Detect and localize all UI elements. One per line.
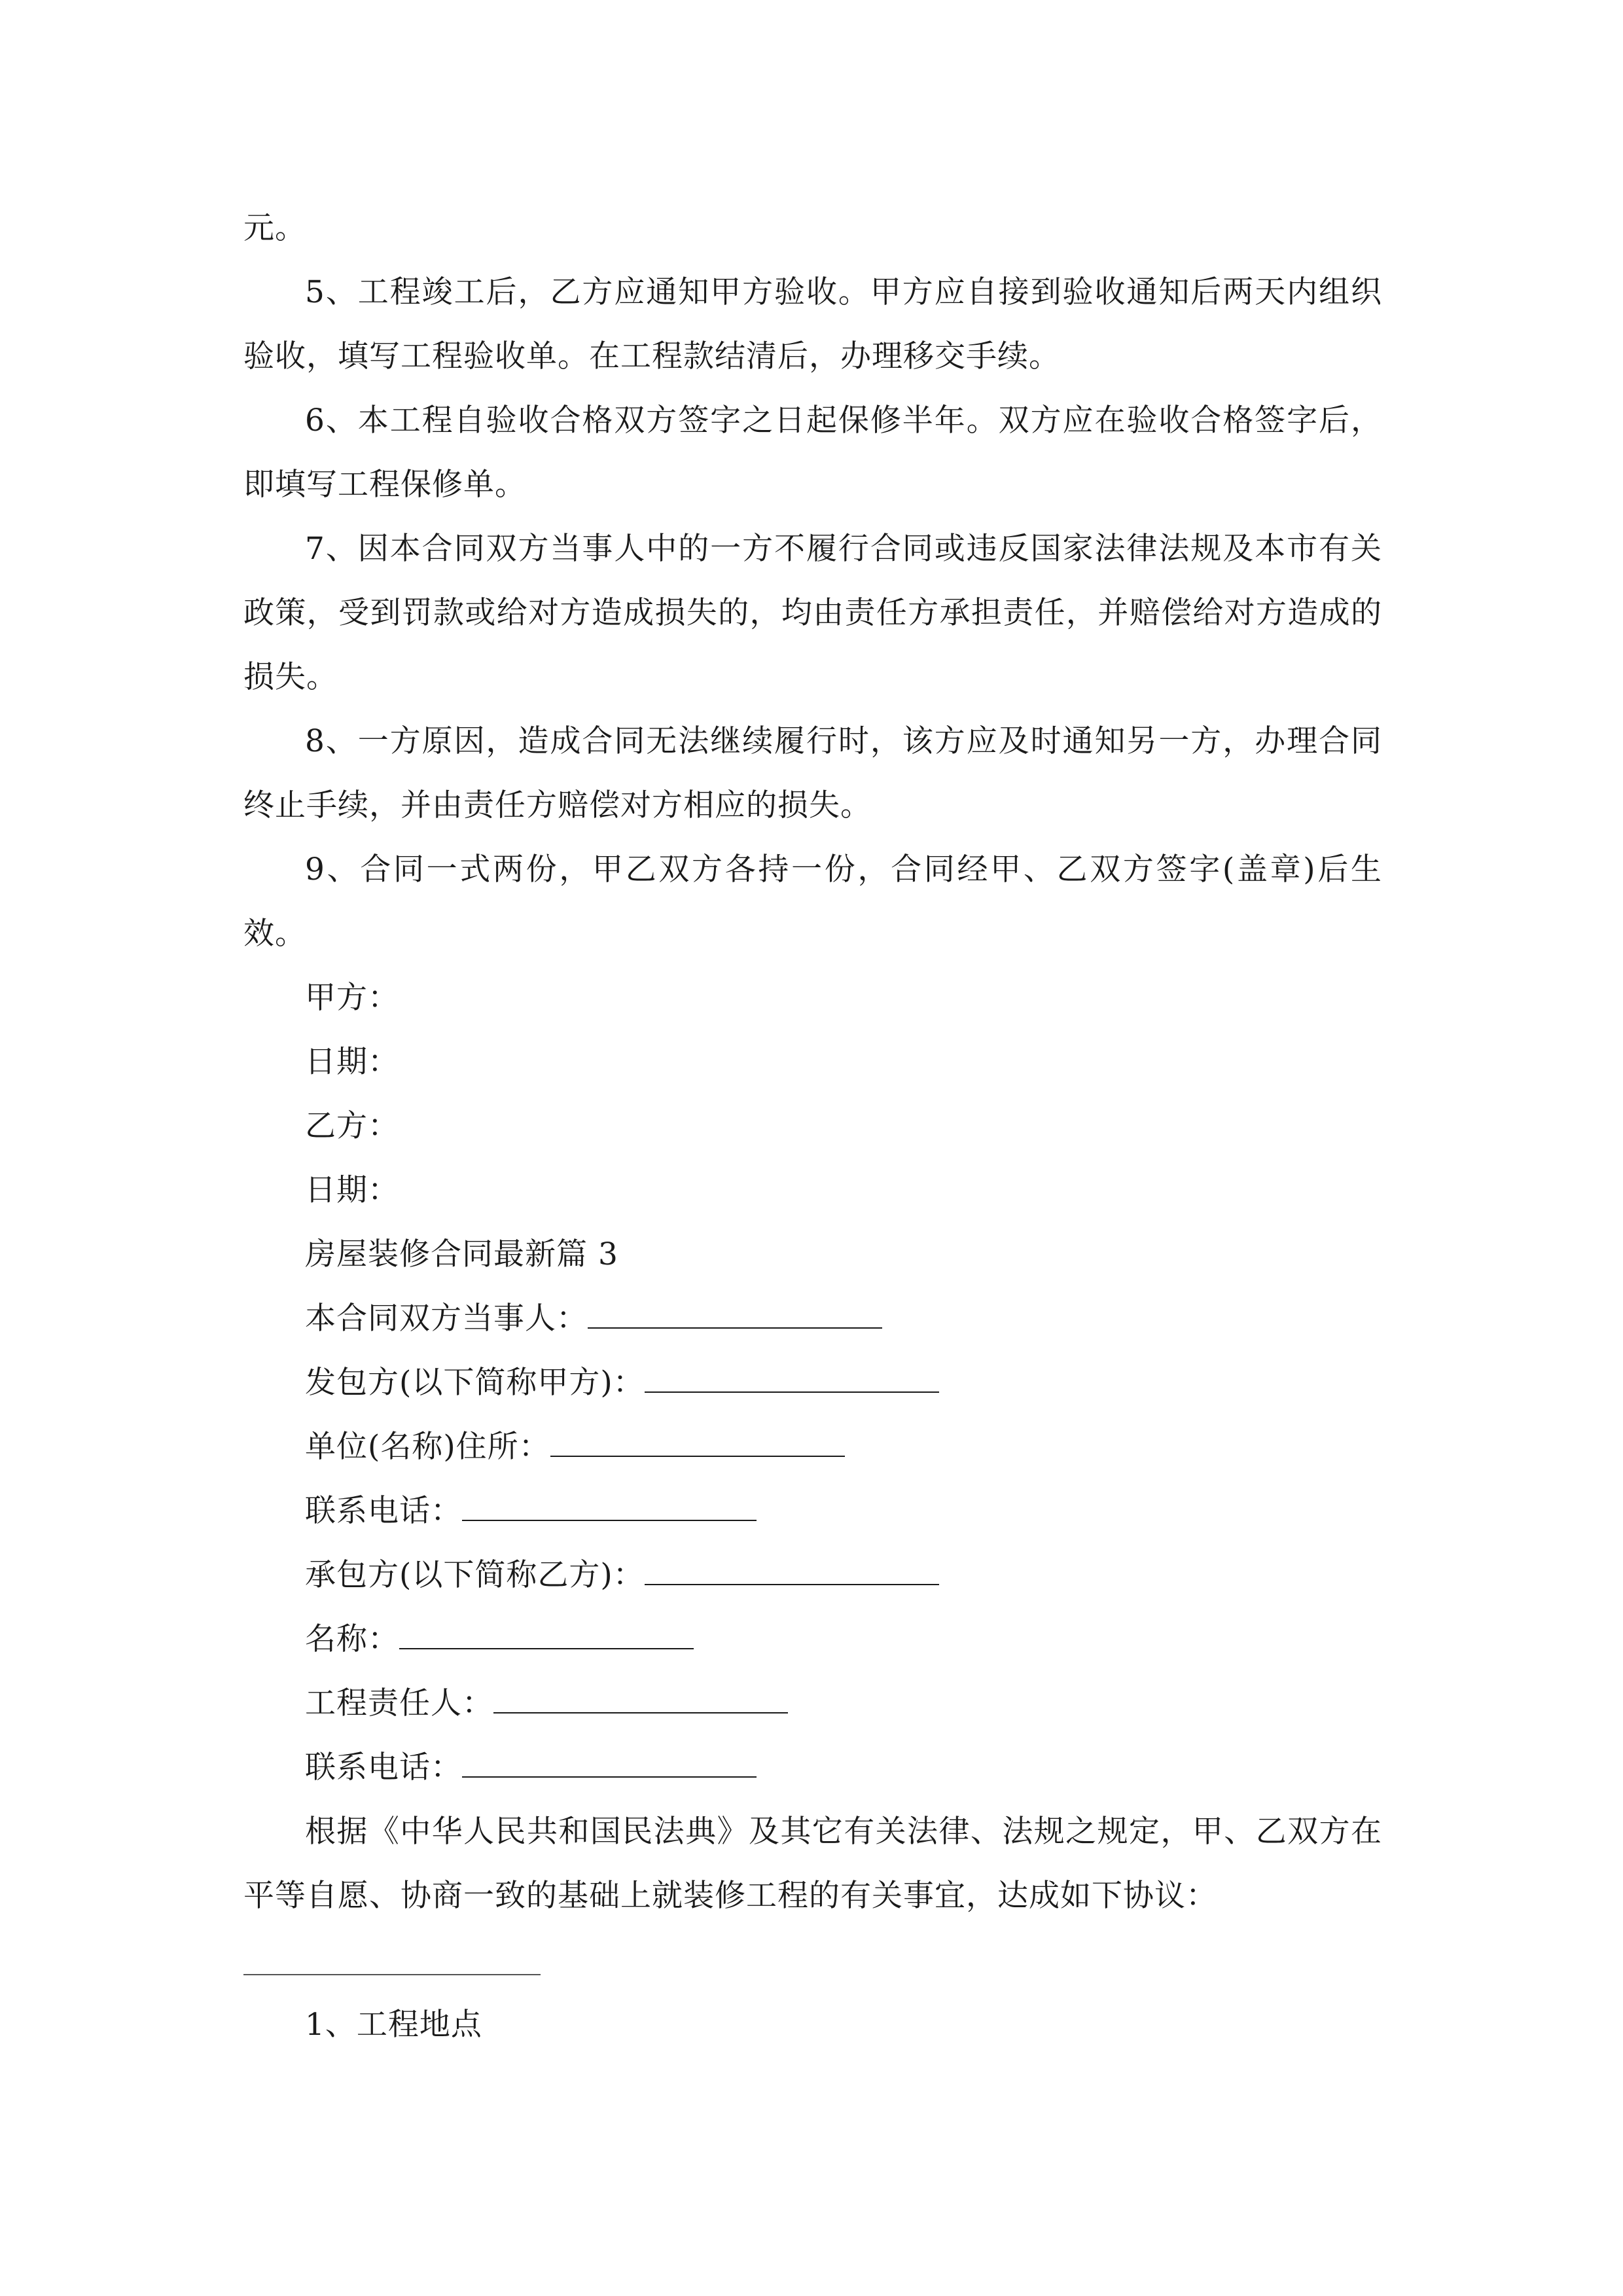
signature-party-a: 甲方： <box>305 980 399 1016</box>
field-phone-a-label: 联系电话： <box>305 1493 462 1529</box>
field-manager <box>243 1672 1382 1736</box>
section-title: 房屋装修合同最新篇 3 <box>305 1236 618 1272</box>
footnote-separator <box>243 1974 541 1975</box>
field-name-label: 名称： <box>305 1621 399 1657</box>
item-1-heading: 1、工程地点 <box>305 2007 482 2043</box>
field-parties-label: 本合同双方当事人： <box>305 1300 588 1336</box>
next-section <box>243 1993 1382 2057</box>
signature-date-a: 日期： <box>305 1044 399 1080</box>
field-name-blank <box>399 1619 694 1649</box>
field-parties <box>243 1287 1382 1351</box>
contract-body <box>243 196 1382 1928</box>
field-parties-blank <box>588 1298 882 1329</box>
signature-date-b: 日期： <box>305 1172 399 1208</box>
field-phone-a <box>243 1479 1382 1543</box>
continuation-text: 元。 <box>243 210 306 246</box>
signature-party-b: 乙方： <box>305 1108 399 1144</box>
field-manager-label: 工程责任人： <box>305 1685 493 1721</box>
field-employer <box>243 1351 1382 1415</box>
field-phone-b-blank <box>462 1747 757 1778</box>
field-manager-blank <box>493 1683 788 1713</box>
field-contractor-blank <box>645 1554 939 1585</box>
field-address <box>243 1415 1382 1479</box>
field-employer-label: 发包方(以下简称甲方)： <box>305 1365 645 1401</box>
field-address-blank <box>550 1426 845 1457</box>
field-contractor <box>243 1543 1382 1607</box>
preamble: 根据《中华人民共和国民法典》及其它有关法律、法规之规定，甲、乙双方在平等自愿、协商一致的基础上就装修工程的有关事宜，达成如下协议： <box>243 1814 1382 1914</box>
field-phone-b-label: 联系电话： <box>305 1749 462 1785</box>
clause-7: 7、因本合同双方当事人中的一方不履行合同或违反国家法律法规及本市有关政策，受到罚款或给对方造成损失的，均由责任方承担责任，并赔偿给对方造成的损失。 <box>243 531 1382 695</box>
clause-5: 5、工程竣工后，乙方应通知甲方验收。甲方应自接到验收通知后两天内组织验收，填写工程验收单。在工程款结清后，办理移交手续。 <box>243 274 1382 374</box>
field-address-label: 单位(名称)住所： <box>305 1429 550 1465</box>
clause-9: 9、合同一式两份，甲乙双方各持一份，合同经甲、乙双方签字(盖章)后生效。 <box>243 852 1382 952</box>
field-employer-blank <box>645 1362 939 1393</box>
field-phone-a-blank <box>462 1490 757 1521</box>
clause-8: 8、一方原因，造成合同无法继续履行时，该方应及时通知另一方，办理合同终止手续，并由责任方赔偿对方相应的损失。 <box>243 723 1382 823</box>
field-phone-b <box>243 1736 1382 1800</box>
field-name <box>243 1607 1382 1672</box>
clause-6: 6、本工程自验收合格双方签字之日起保修半年。双方应在验收合格签字后，即填写工程保修单。 <box>243 403 1382 503</box>
field-contractor-label: 承包方(以下简称乙方)： <box>305 1557 645 1593</box>
